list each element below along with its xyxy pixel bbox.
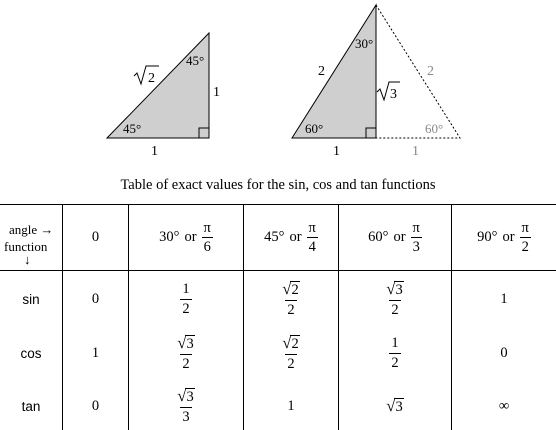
cos-30: √ 3 2: [177, 333, 194, 372]
cos-45: √ 2 2: [282, 333, 299, 372]
header-angle-60: 60° or $\frac{\pi}{3}$: [368, 219, 420, 255]
arrow-down-icon: ↓: [24, 252, 31, 267]
sin-60: √ 3 2: [386, 279, 403, 318]
tan-30: √ 3 3: [177, 386, 194, 425]
base-right-label: 1: [412, 144, 419, 159]
header-angle-90: 90° or $\frac{\pi}{2}$: [477, 219, 529, 255]
cos-90: 0: [500, 344, 508, 361]
header-function-label: function: [4, 239, 48, 254]
tan-60: √ 3: [386, 395, 403, 415]
bottom-angle-label: 45°: [123, 121, 142, 136]
cos-60: $\frac{1}{2}$: [391, 335, 399, 371]
tan-45: 1: [287, 397, 295, 414]
sin-30: $\frac{1}{2}$: [182, 281, 190, 317]
tan-0: 0: [91, 397, 100, 414]
hypotenuse-radicand: 2: [148, 71, 155, 86]
cos-0: 1: [91, 344, 100, 361]
sin-90: 1: [500, 290, 508, 307]
sin-45: √ 2 2: [282, 279, 299, 318]
header-angle-label: angle →: [9, 222, 54, 237]
right-side-label: 2: [427, 64, 434, 79]
row-label-cos: cos: [20, 345, 42, 361]
bottom-right-angle-label: 60°: [425, 121, 444, 136]
tan-90: ∞: [498, 397, 510, 414]
top-angle-label: 45°: [186, 53, 205, 68]
vertical-side-label: 1: [213, 85, 220, 100]
row-label-tan: tan: [21, 398, 41, 414]
header-angle-45: 45° or $\frac{\pi}{4}$: [264, 219, 316, 255]
base-left-label: 1: [333, 144, 340, 159]
header-angle-0: 0: [91, 229, 100, 245]
bottom-left-angle-label: 60°: [305, 121, 324, 136]
horizontal-side-label: 1: [151, 144, 158, 159]
table-caption: Table of exact values for the sin, cos and tan functions: [120, 177, 436, 193]
header-angle-30: 30° or $\frac{\pi}{6}$: [159, 219, 211, 255]
arrow-right-icon: →: [40, 222, 54, 237]
altitude-radicand: 3: [390, 87, 397, 102]
top-angle-label: 30°: [355, 36, 374, 51]
left-side-label: 2: [318, 64, 325, 79]
row-label-sin: sin: [22, 291, 40, 307]
sin-0: 0: [91, 290, 100, 307]
